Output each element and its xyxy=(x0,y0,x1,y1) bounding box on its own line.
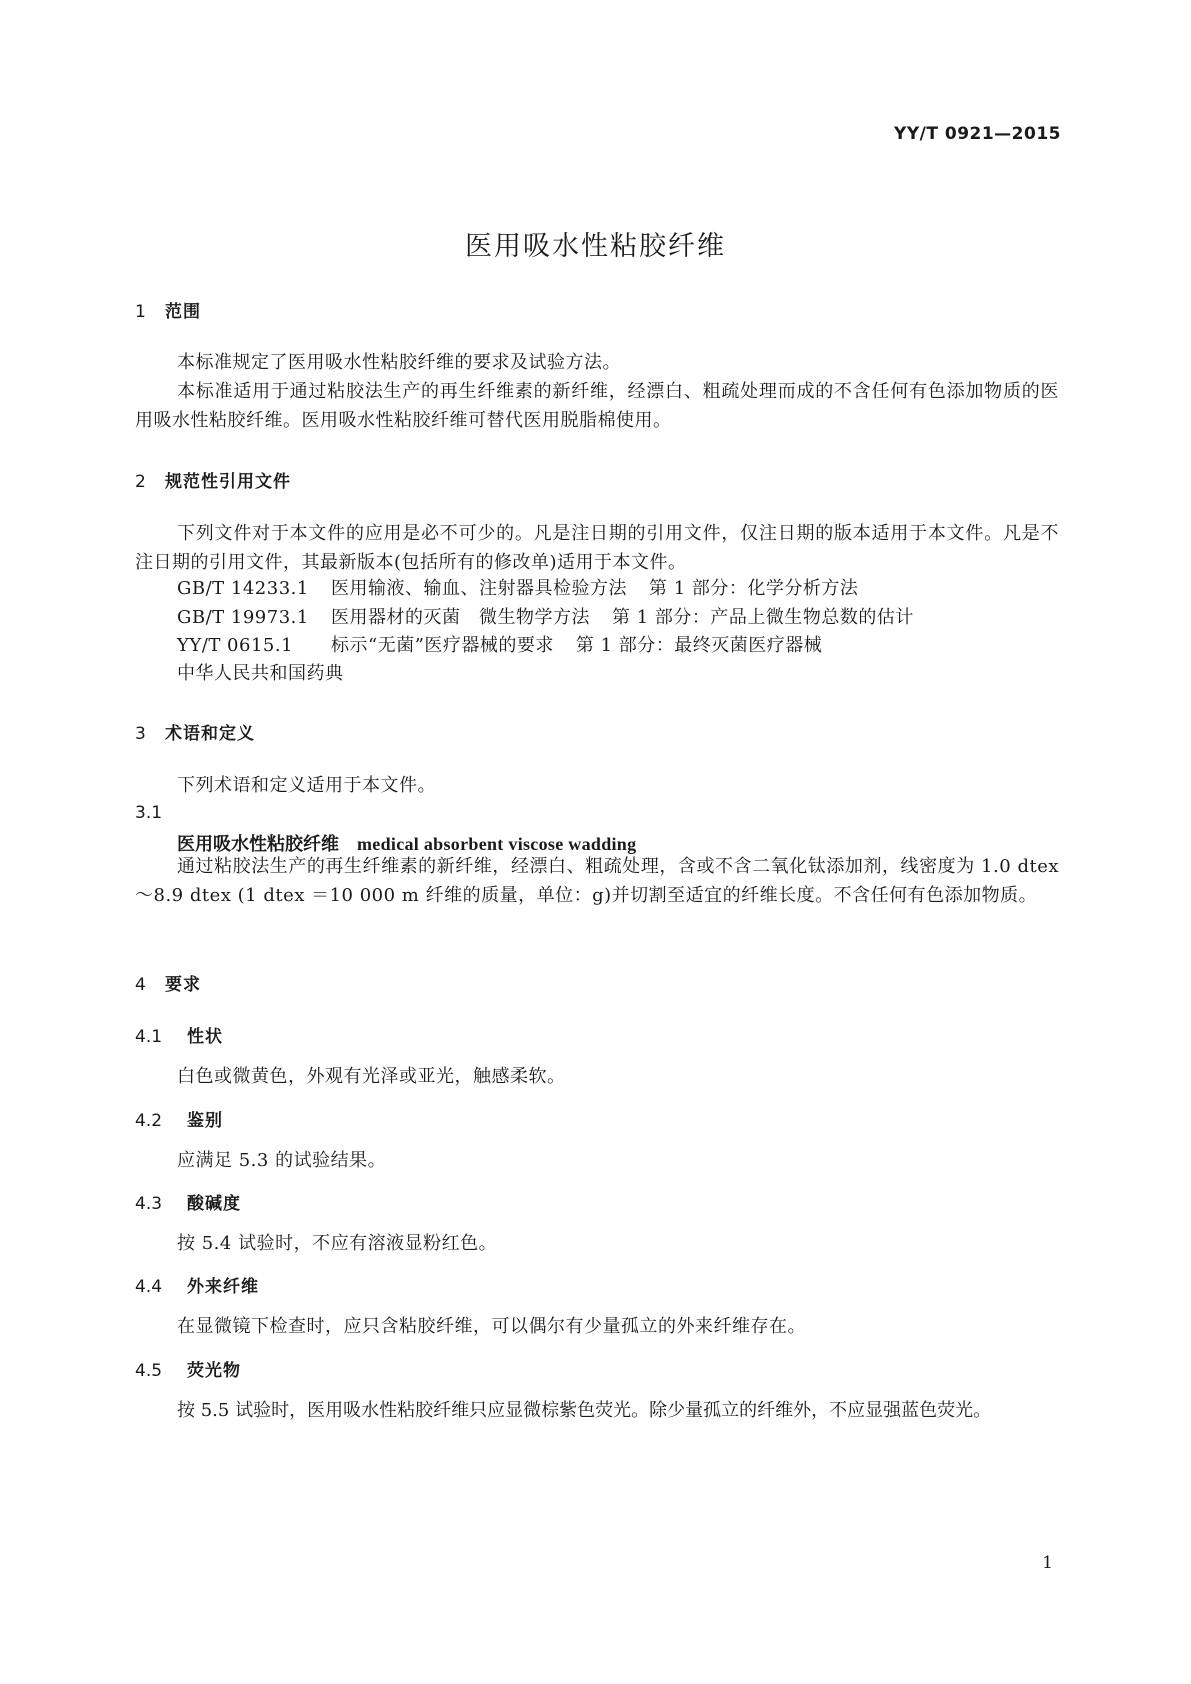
subsection-number: 4.4 xyxy=(135,1277,163,1297)
section-1-body xyxy=(135,348,1059,435)
section-2-intro xyxy=(135,519,1059,577)
reference-code: GB/T 14233.1 xyxy=(177,578,309,599)
paragraph: 本标准适用于通过粘胶法生产的再生纤维素的新纤维，经漂白、粗疏处理而成的不含任何有色添加物质的医用吸水性粘胶纤维。医用吸水性粘胶纤维可替代医用脱脂棉使用。 xyxy=(135,381,1059,431)
section-heading-4 xyxy=(135,970,201,995)
paragraph: 本标准规定了医用吸水性粘胶纤维的要求及试验方法。 xyxy=(177,352,621,373)
term-english: medical absorbent viscose wadding xyxy=(357,834,637,854)
normative-reference xyxy=(177,603,914,632)
section-title: 规范性引用文件 xyxy=(165,472,291,492)
standard-code: YY/T 0921—2015 xyxy=(894,124,1061,144)
requirement-text: 白色或微黄色，外观有光泽或亚光，触感柔软。 xyxy=(177,1066,566,1087)
subsection-heading xyxy=(135,1356,241,1381)
subsection-number: 4.5 xyxy=(135,1361,163,1381)
section-number: 4 xyxy=(135,975,146,995)
term-definition xyxy=(135,852,1059,910)
subsection-number: 4.1 xyxy=(135,1027,163,1047)
requirement-text: 在显微镜下检查时，应只含粘胶纤维，可以偶尔有少量孤立的外来纤维存在。 xyxy=(177,1316,806,1337)
reference-title: 医用输液、输血、注射器具检验方法 xyxy=(331,578,627,599)
subsection-heading xyxy=(135,1272,259,1297)
reference-code: GB/T 19973.1 xyxy=(177,607,309,628)
subsection-title: 酸碱度 xyxy=(187,1194,241,1214)
section-heading-2 xyxy=(135,467,291,492)
term-number: 3.1 xyxy=(135,803,163,823)
normative-reference xyxy=(177,631,822,660)
reference-title: 标示“无菌”医疗器械的要求 xyxy=(331,635,554,656)
reference-part: 第 1 部分：化学分析方法 xyxy=(649,578,859,599)
reference-part: 第 1 部分：最终灭菌医疗器械 xyxy=(575,635,823,656)
reference-title: 医用器材的灭菌 微生物学方法 xyxy=(331,607,590,628)
reference-part: 第 1 部分：产品上微生物总数的估计 xyxy=(612,607,914,628)
subsection-heading xyxy=(135,1189,241,1214)
requirement-text: 按 5.4 试验时，不应有溶液显粉红色。 xyxy=(177,1233,498,1254)
section-title: 术语和定义 xyxy=(165,724,255,744)
subsection-title: 外来纤维 xyxy=(187,1277,259,1297)
requirement-text: 应满足 5.3 的试验结果。 xyxy=(177,1150,387,1171)
subsection-title: 荧光物 xyxy=(187,1361,241,1381)
section-heading-3 xyxy=(135,719,255,744)
section-number: 3 xyxy=(135,724,146,744)
section-title: 范围 xyxy=(165,302,201,322)
paragraph: 下列文件对于本文件的应用是必不可少的。凡是注日期的引用文件，仅注日期的版本适用于本文件。凡是不注日期的引用文件，其最新版本(包括所有的修改单)适用于本文件。 xyxy=(135,523,1059,573)
reference-code: YY/T 0615.1 xyxy=(177,635,294,656)
subsection-title: 性状 xyxy=(187,1027,223,1047)
requirement-text: 按 5.5 试验时，医用吸水性粘胶纤维只应显微棕紫色荧光。除少量孤立的纤维外，不应显强蓝色荧光。 xyxy=(177,1400,992,1421)
term-chinese: 医用吸水性粘胶纤维 xyxy=(177,834,339,855)
subsection-heading xyxy=(135,1106,223,1131)
normative-reference xyxy=(177,574,858,603)
pharmacopoeia-reference: 中华人民共和国药典 xyxy=(177,663,344,684)
subsection-heading xyxy=(135,1022,223,1047)
paragraph: 通过粘胶法生产的再生纤维素的新纤维，经漂白、粗疏处理，含或不含二氧化钛添加剂，线密度为 1.0 dtex～8.9 dtex (1 dtex ＝10 000 m 纤维的质量，单位：g)并切割至适宜的纤维长度。不含任何有色添加物质。 xyxy=(135,856,1059,906)
page-number: 1 xyxy=(1042,1553,1053,1573)
subsection-title: 鉴别 xyxy=(187,1111,223,1131)
subsection-number: 4.3 xyxy=(135,1194,163,1214)
section-number: 2 xyxy=(135,472,146,492)
document-title: 医用吸水性粘胶纤维 xyxy=(465,231,726,262)
subsection-number: 4.2 xyxy=(135,1111,163,1131)
section-3-intro: 下列术语和定义适用于本文件。 xyxy=(177,775,436,796)
section-title: 要求 xyxy=(165,975,201,995)
section-heading-1 xyxy=(135,297,201,322)
section-number: 1 xyxy=(135,302,146,322)
